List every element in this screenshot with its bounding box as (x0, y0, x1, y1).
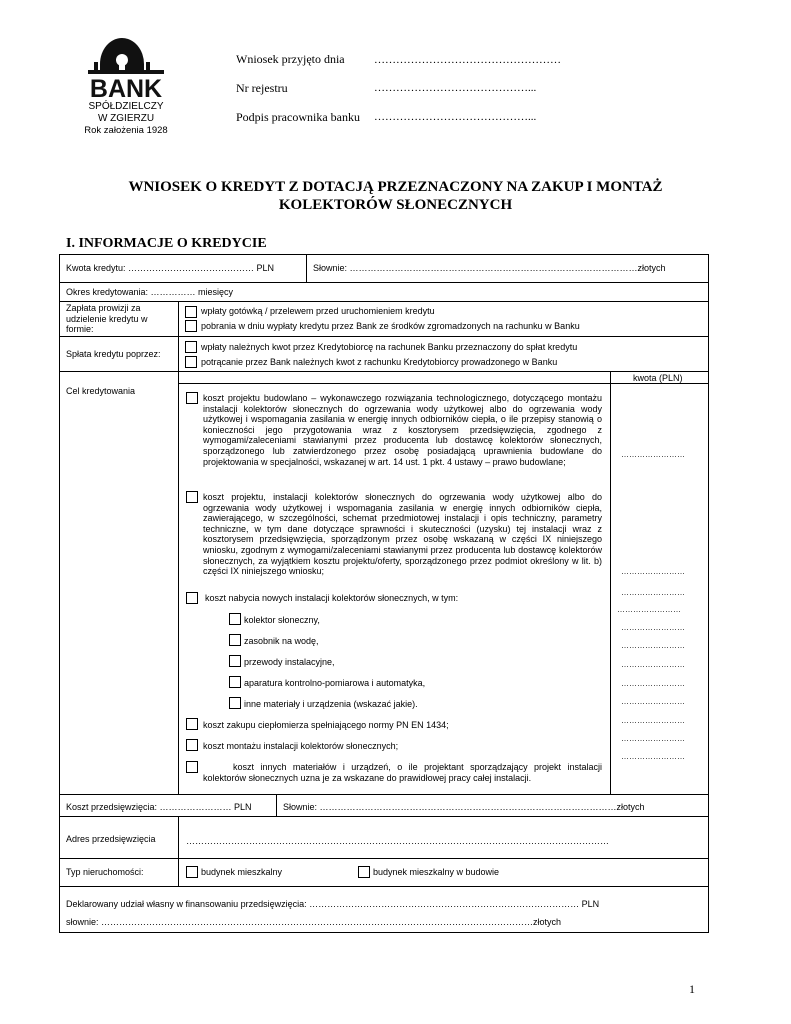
own-contribution-words-field[interactable]: słownie: ………………………………………………………………………………………………………………………………złotych (66, 917, 562, 927)
purpose-sub5-checkbox[interactable] (229, 697, 241, 709)
bank-name-line1: SPÓŁDZIELCZY (88, 101, 164, 112)
section-title: I. INFORMACJE O KREDYCIE (66, 236, 267, 251)
own-contribution-field[interactable]: Deklarowany udział własny w finansowaniu przedsięwzięcia: ……………………………………………………………………………… PLN (66, 899, 600, 909)
project-cost-words-field[interactable]: Słownie: ………………………………………………………………………………………złotych (283, 802, 645, 812)
property-under-construction-checkbox[interactable] (358, 866, 370, 878)
repayment-debit-checkbox[interactable] (185, 356, 197, 368)
amount-item3-field[interactable]: …………………… (621, 588, 685, 597)
bank-name-line2: W ZGIERZU (97, 113, 155, 124)
amount-sub1-field[interactable]: …………………… (617, 605, 681, 614)
purpose-sub3-label: przewody instalacyjne, (244, 657, 335, 667)
bank-logo (80, 34, 172, 104)
purpose-sub2-checkbox[interactable] (229, 634, 241, 646)
purpose-item4-label: koszt zakupu ciepłomierza spełniającego normy PN EN 1434; (203, 720, 449, 730)
loan-amount-field[interactable]: Kwota kredytu: …………………………………… PLN (66, 263, 275, 273)
received-date-label: Wniosek przyjęto dnia (236, 52, 345, 66)
amount-extra-field[interactable]: …………………… (621, 752, 685, 761)
bank-founded: Rok założenia 1928 (84, 125, 168, 136)
repayment-label: Spłata kredytu poprzez: (66, 349, 161, 359)
repayment-transfer-label: wpłaty należnych kwot przez Kredytobiorcę na rachunek Banku przeznaczony do spłat kredytu (201, 342, 578, 352)
property-residential-label: budynek mieszkalny (201, 867, 283, 877)
amount-sub3-field[interactable]: …………………… (621, 641, 685, 650)
purpose-item6-label: koszt innych materiałów i urządzeń, o ile projektant sporządzający projekt instalacji kolektorów słonecznych uzna je za wskazane do prawidłowej pracy całej instalacji. (203, 762, 602, 783)
document-title-line1: WNIOSEK O KREDYT Z DOTACJĄ PRZEZNACZONY NA ZAKUP I MONTAŻ (128, 179, 663, 195)
page-number: 1 (689, 982, 695, 996)
bank-logo-icon (80, 34, 172, 104)
purpose-item5-checkbox[interactable] (186, 739, 198, 751)
employee-signature-field[interactable]: ……………………………………... (374, 111, 537, 123)
purpose-sub5-label: inne materiały i urządzenia (wskazać jakie). (244, 699, 418, 709)
purpose-item2-label: koszt projektu, instalacji kolektorów słonecznych do ogrzewania wody użytkowej albo do ogrzewania wody użytkowej i wspomagania zasilania w energię innych odbiorników ciepła, zawierającego, w szczególności, schemat przedmiotowej instalacji i opis techniczny, parametry techniczne, w tym dane dotyczące sprawności i skuteczności (uzysku) tej instalacji wraz z kosztorysem przedsięwzięcia, sporządzonym przez osobę wskazaną w części IX niniejszego wniosku, zgodnym z wymogami/zaleceniami stawianymi przez producenta lub dostawcę kolektorów słonecznych, za wyjątkiem kosztu projektu/oferty, sporządzonego przez podmiot określony w lit. b) części IX niniejszego wniosku; (203, 492, 602, 577)
purpose-sub1-label: kolektor słoneczny, (244, 615, 320, 625)
commission-cash-checkbox[interactable] (185, 306, 197, 318)
amount-item2-field[interactable]: …………………… (621, 567, 685, 576)
purpose-item2-checkbox[interactable] (186, 491, 198, 503)
purpose-item6-checkbox[interactable] (186, 761, 198, 773)
commission-label: Zapłata prowizji za udzielenie kredytu w formie: (66, 303, 148, 334)
bank-name (70, 101, 182, 137)
purpose-item1-checkbox[interactable] (186, 392, 198, 404)
svg-text:BANK: BANK (89, 75, 163, 103)
amount-sub4-field[interactable]: …………………… (621, 660, 685, 669)
purpose-sub1-checkbox[interactable] (229, 613, 241, 625)
document-title-line2: KOLEKTORÓW SŁONECZNYCH (278, 197, 513, 213)
amount-sub2-field[interactable]: …………………… (621, 623, 685, 632)
property-residential-checkbox[interactable] (186, 866, 198, 878)
amount-sub5-field[interactable]: …………………… (621, 679, 685, 688)
amount-item4-field[interactable]: …………………… (621, 697, 685, 706)
commission-cash-label: wpłaty gotówką / przelewem przed uruchomieniem kredytu (201, 306, 435, 316)
register-number-label: Nr rejestru (236, 81, 288, 95)
property-under-construction-label: budynek mieszkalny w budowie (373, 867, 500, 877)
purpose-label: Cel kredytowania (66, 386, 136, 396)
amount-item1-field[interactable]: …………………… (621, 450, 685, 459)
purpose-sub2-label: zasobnik na wodę, (244, 636, 319, 646)
purpose-item4-checkbox[interactable] (186, 718, 198, 730)
purpose-item3-label: koszt nabycia nowych instalacji kolektorów słonecznych, w tym: (205, 593, 459, 603)
employee-signature-label: Podpis pracownika banku (236, 110, 360, 124)
purpose-item3-checkbox[interactable] (186, 592, 198, 604)
purpose-sub4-label: aparatura kontrolno-pomiarowa i automatyka, (244, 678, 426, 688)
purpose-sub3-checkbox[interactable] (229, 655, 241, 667)
received-date-field[interactable]: …………………………………………… (374, 54, 561, 66)
purpose-sub4-checkbox[interactable] (229, 676, 241, 688)
commission-deduct-label: pobrania w dniu wypłaty kredytu przez Bank ze środków zgromadzonych na rachunku w Banku (201, 321, 580, 331)
loan-amount-words-field[interactable]: Słownie: ……………………………………………………………………………………złotych (313, 263, 666, 273)
purpose-item5-label: koszt montażu instalacji kolektorów słonecznych; (203, 741, 399, 751)
amount-item6-field[interactable]: …………………… (621, 734, 685, 743)
project-cost-field[interactable]: Koszt przedsięwzięcia: …………………… PLN (66, 802, 252, 812)
commission-deduct-checkbox[interactable] (185, 320, 197, 332)
project-address-field[interactable]: …………………………………………………………………………………………………………………………… (186, 836, 609, 846)
register-number-field[interactable]: ……………………………………... (374, 82, 537, 94)
project-address-label: Adres przedsięwzięcia (66, 834, 156, 844)
repayment-transfer-checkbox[interactable] (185, 341, 197, 353)
property-type-label: Typ nieruchomości: (66, 867, 144, 877)
document-title (60, 178, 731, 214)
repayment-debit-label: potrącanie przez Bank należnych kwot z rachunku Kredytobiorcy prowadzonego w Banku (201, 357, 558, 367)
amount-item5-field[interactable]: …………………… (621, 716, 685, 725)
loan-period-field[interactable]: Okres kredytowania: …………… miesięcy (66, 287, 234, 297)
amount-column-header: kwota (PLN) (633, 373, 683, 383)
purpose-item1-label: koszt projektu budowlano – wykonawczego rozwiązania technologicznego, dotyczącego montażu instalacji kolektorów słonecznych do ogrzewania wody użytkowej albo do ogrzewania wody użytkowej i wspomagania zasilania w energię innych odbiorników ciepła, o ile przepisy stanowią o konieczności jego przygotowania wraz z kosztorysem przedsięwzięcia, zgodnego z wymogami/zaleceniami stawianymi przez producenta lub dostawcę kolektorów słonecznych, sporządzonego lub zatwierdzonego przez osobę posiadającą uprawnienia budowlane do projektowania w specjalności, wskazanej w art. 14 ust. 1 pkt. 4 ustawy – prawo budowlane; (203, 393, 602, 467)
